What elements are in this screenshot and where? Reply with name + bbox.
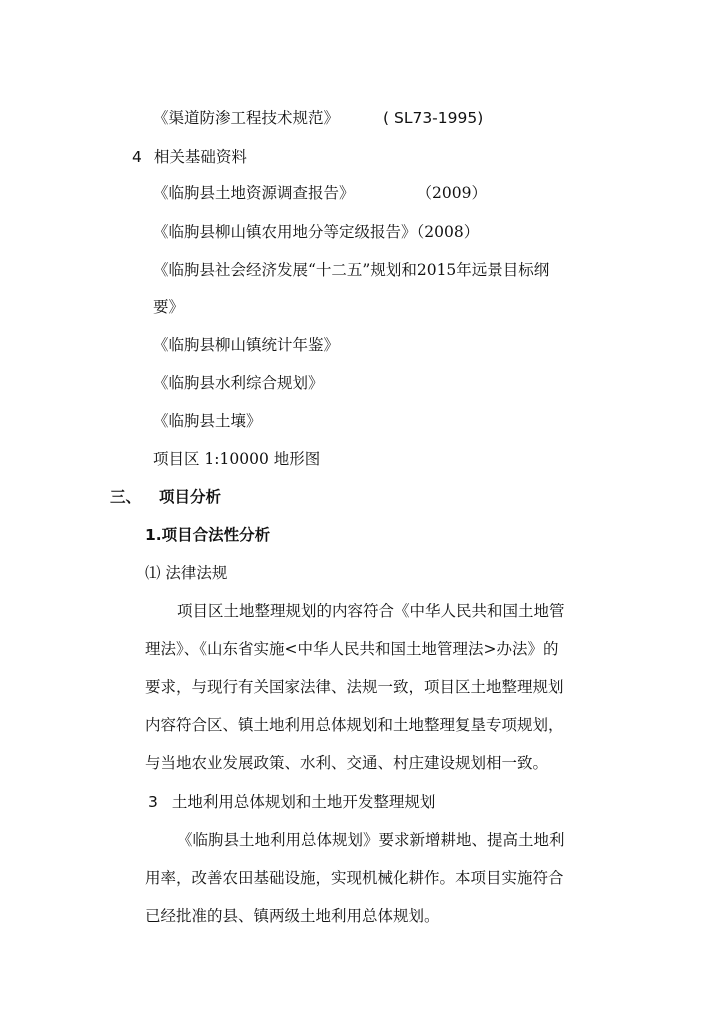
reference-development-plan-line2: 要》 <box>153 298 185 316</box>
section-number: 三、 <box>110 488 142 506</box>
law-para-line: 理法》、《山东省实施<中华人民共和国土地管理法>办法》的 <box>145 640 559 658</box>
planning-para-line: 已经批准的县、镇两级土地利用总体规划。 <box>145 907 440 925</box>
reference-title: 《渠道防渗工程技术规范》 <box>153 109 340 127</box>
reference-title: 《临朐县柳山镇农用地分等定级报告》 <box>153 223 417 241</box>
reference-year: （2009） <box>416 184 487 202</box>
section-title: 相关基础资料 <box>153 148 247 166</box>
reference-water-plan: 《临朐县水利综合规划》 <box>153 374 324 392</box>
law-heading: ⑴ 法律法规 <box>145 564 228 582</box>
reference-canal-standard <box>153 108 483 128</box>
law-para-line: 要求，与现行有关国家法律、法规一致，项目区土地整理规划 <box>145 678 564 696</box>
planning-para-line: 用率，改善农田基础设施，实现机械化耕作。本项目实施符合 <box>145 869 564 887</box>
reference-title: 《临朐县土地资源调查报告》 <box>153 184 355 202</box>
planning-heading <box>148 792 435 812</box>
section-number: 4 <box>132 148 142 166</box>
law-para-line: 项目区土地整理规划的内容符合《中华人民共和国土地管 <box>177 602 565 620</box>
reference-development-plan-line1: 《临朐县社会经济发展“十二五”规划和2015年远景目标纲 <box>153 261 550 279</box>
reference-soil: 《临朐县土壤》 <box>153 412 262 430</box>
section-3-heading <box>110 487 221 507</box>
law-para-line: 与当地农业发展政策、水利、交通、村庄建设规划相一致。 <box>145 754 549 772</box>
reference-topo-map: 项目区 1:10000 地形图 <box>153 450 321 468</box>
subsection-legality-heading: 1.项目合法性分析 <box>145 526 271 544</box>
section-title: 项目分析 <box>159 488 222 506</box>
reference-yearbook: 《临朐县柳山镇统计年鉴》 <box>153 336 340 354</box>
planning-para-line: 《临朐县土地利用总体规划》要求新增耕地、提高土地利 <box>177 831 565 849</box>
reference-grading-report <box>153 222 479 242</box>
law-para-line: 内容符合区、镇土地利用总体规划和土地整理复垦专项规划， <box>145 716 564 734</box>
section-number: 3 <box>148 793 158 811</box>
reference-year: （2008） <box>416 223 480 241</box>
section-4-heading <box>132 147 247 167</box>
section-title: 土地利用总体规划和土地开发整理规划 <box>171 793 436 811</box>
reference-land-survey <box>153 183 487 203</box>
reference-code: ( SL73-1995) <box>383 109 484 127</box>
